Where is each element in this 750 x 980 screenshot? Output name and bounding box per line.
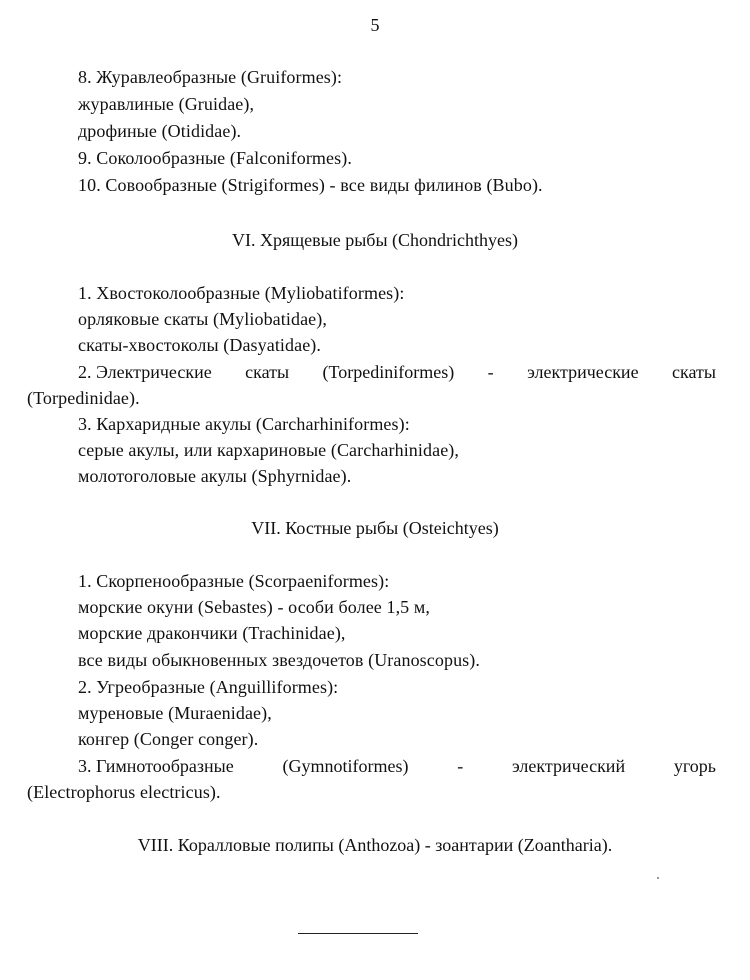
family-myliobatidae: орляковые скаты (Myliobatidae), [78,309,327,329]
order-gruiformes: 8. Журавлеобразные (Gruiformes): [78,67,343,87]
order-carcharhiniformes: 3. Кархаридные акулы (Carcharhiniformes): [78,414,410,434]
order-scorpaeniformes: 1. Скорпенообразные (Scorpaeniformes): [78,571,390,591]
order-torpediniformes [78,359,716,385]
justified-word: 2. Электрические [78,362,212,382]
justified-word: - [487,362,494,382]
justified-word: скаты [672,362,716,382]
family-muraenidae: муреновые (Muraenidae), [78,703,272,723]
justified-word: электрические [527,362,639,382]
justified-word: - [457,756,464,776]
family-sphyrnidae: молотоголовые акулы (Sphyrnidae). [78,466,352,486]
family-torpedinidae: (Torpedinidae). [27,388,140,408]
scan-speck [657,877,659,879]
family-otididae: дрофиные (Otididae). [78,121,242,141]
order-myliobatiformes: 1. Хвостоколообразные (Myliobatiformes): [78,283,405,303]
family-carcharhinidae: серые акулы, или кархариновые (Carcharhinidae), [78,440,459,460]
justified-word: (Torpediniformes) [322,362,455,382]
species-electrophorus: (Electrophorus electricus). [27,782,221,802]
section-heading-anthozoa: VIII. Коралловые полипы (Anthozoa) - зоантарии (Zoantharia). [137,835,613,855]
order-anguilliformes: 2. Угреобразные (Anguilliformes): [78,677,339,697]
family-dasyatidae: скаты-хвостоколы (Dasyatidae). [78,335,322,355]
justified-word: (Gymnotiformes) [282,756,409,776]
family-gruidae: журавлиные (Gruidae), [78,94,255,114]
genus-uranoscopus: все виды обыкновенных звездочетов (Uranoscopus). [78,650,480,670]
order-falconiformes: 9. Соколообразные (Falconiformes). [78,148,352,168]
section-heading-chondrichthyes: VI. Хрящевые рыбы (Chondrichthyes) [231,230,519,250]
family-trachinidae: морские дракончики (Trachinidae), [78,623,346,643]
section-heading-osteichtyes: VII. Костные рыбы (Osteichtyes) [251,518,499,538]
order-gymnotiformes [78,753,716,779]
genus-sebastes: морские окуни (Sebastes) - особи более 1,5 м, [78,597,430,617]
order-strigiformes: 10. Совообразные (Strigiformes) - все виды филинов (Bubo). [78,175,543,195]
page-number: 5 [370,15,380,35]
justified-word: электрический [511,756,626,776]
justified-word: 3. Гимнотообразные [78,756,234,776]
justified-word: угорь [673,756,716,776]
species-conger-conger: конгер (Conger conger). [78,729,259,749]
closing-rule [298,933,418,934]
justified-word: скаты [245,362,290,382]
